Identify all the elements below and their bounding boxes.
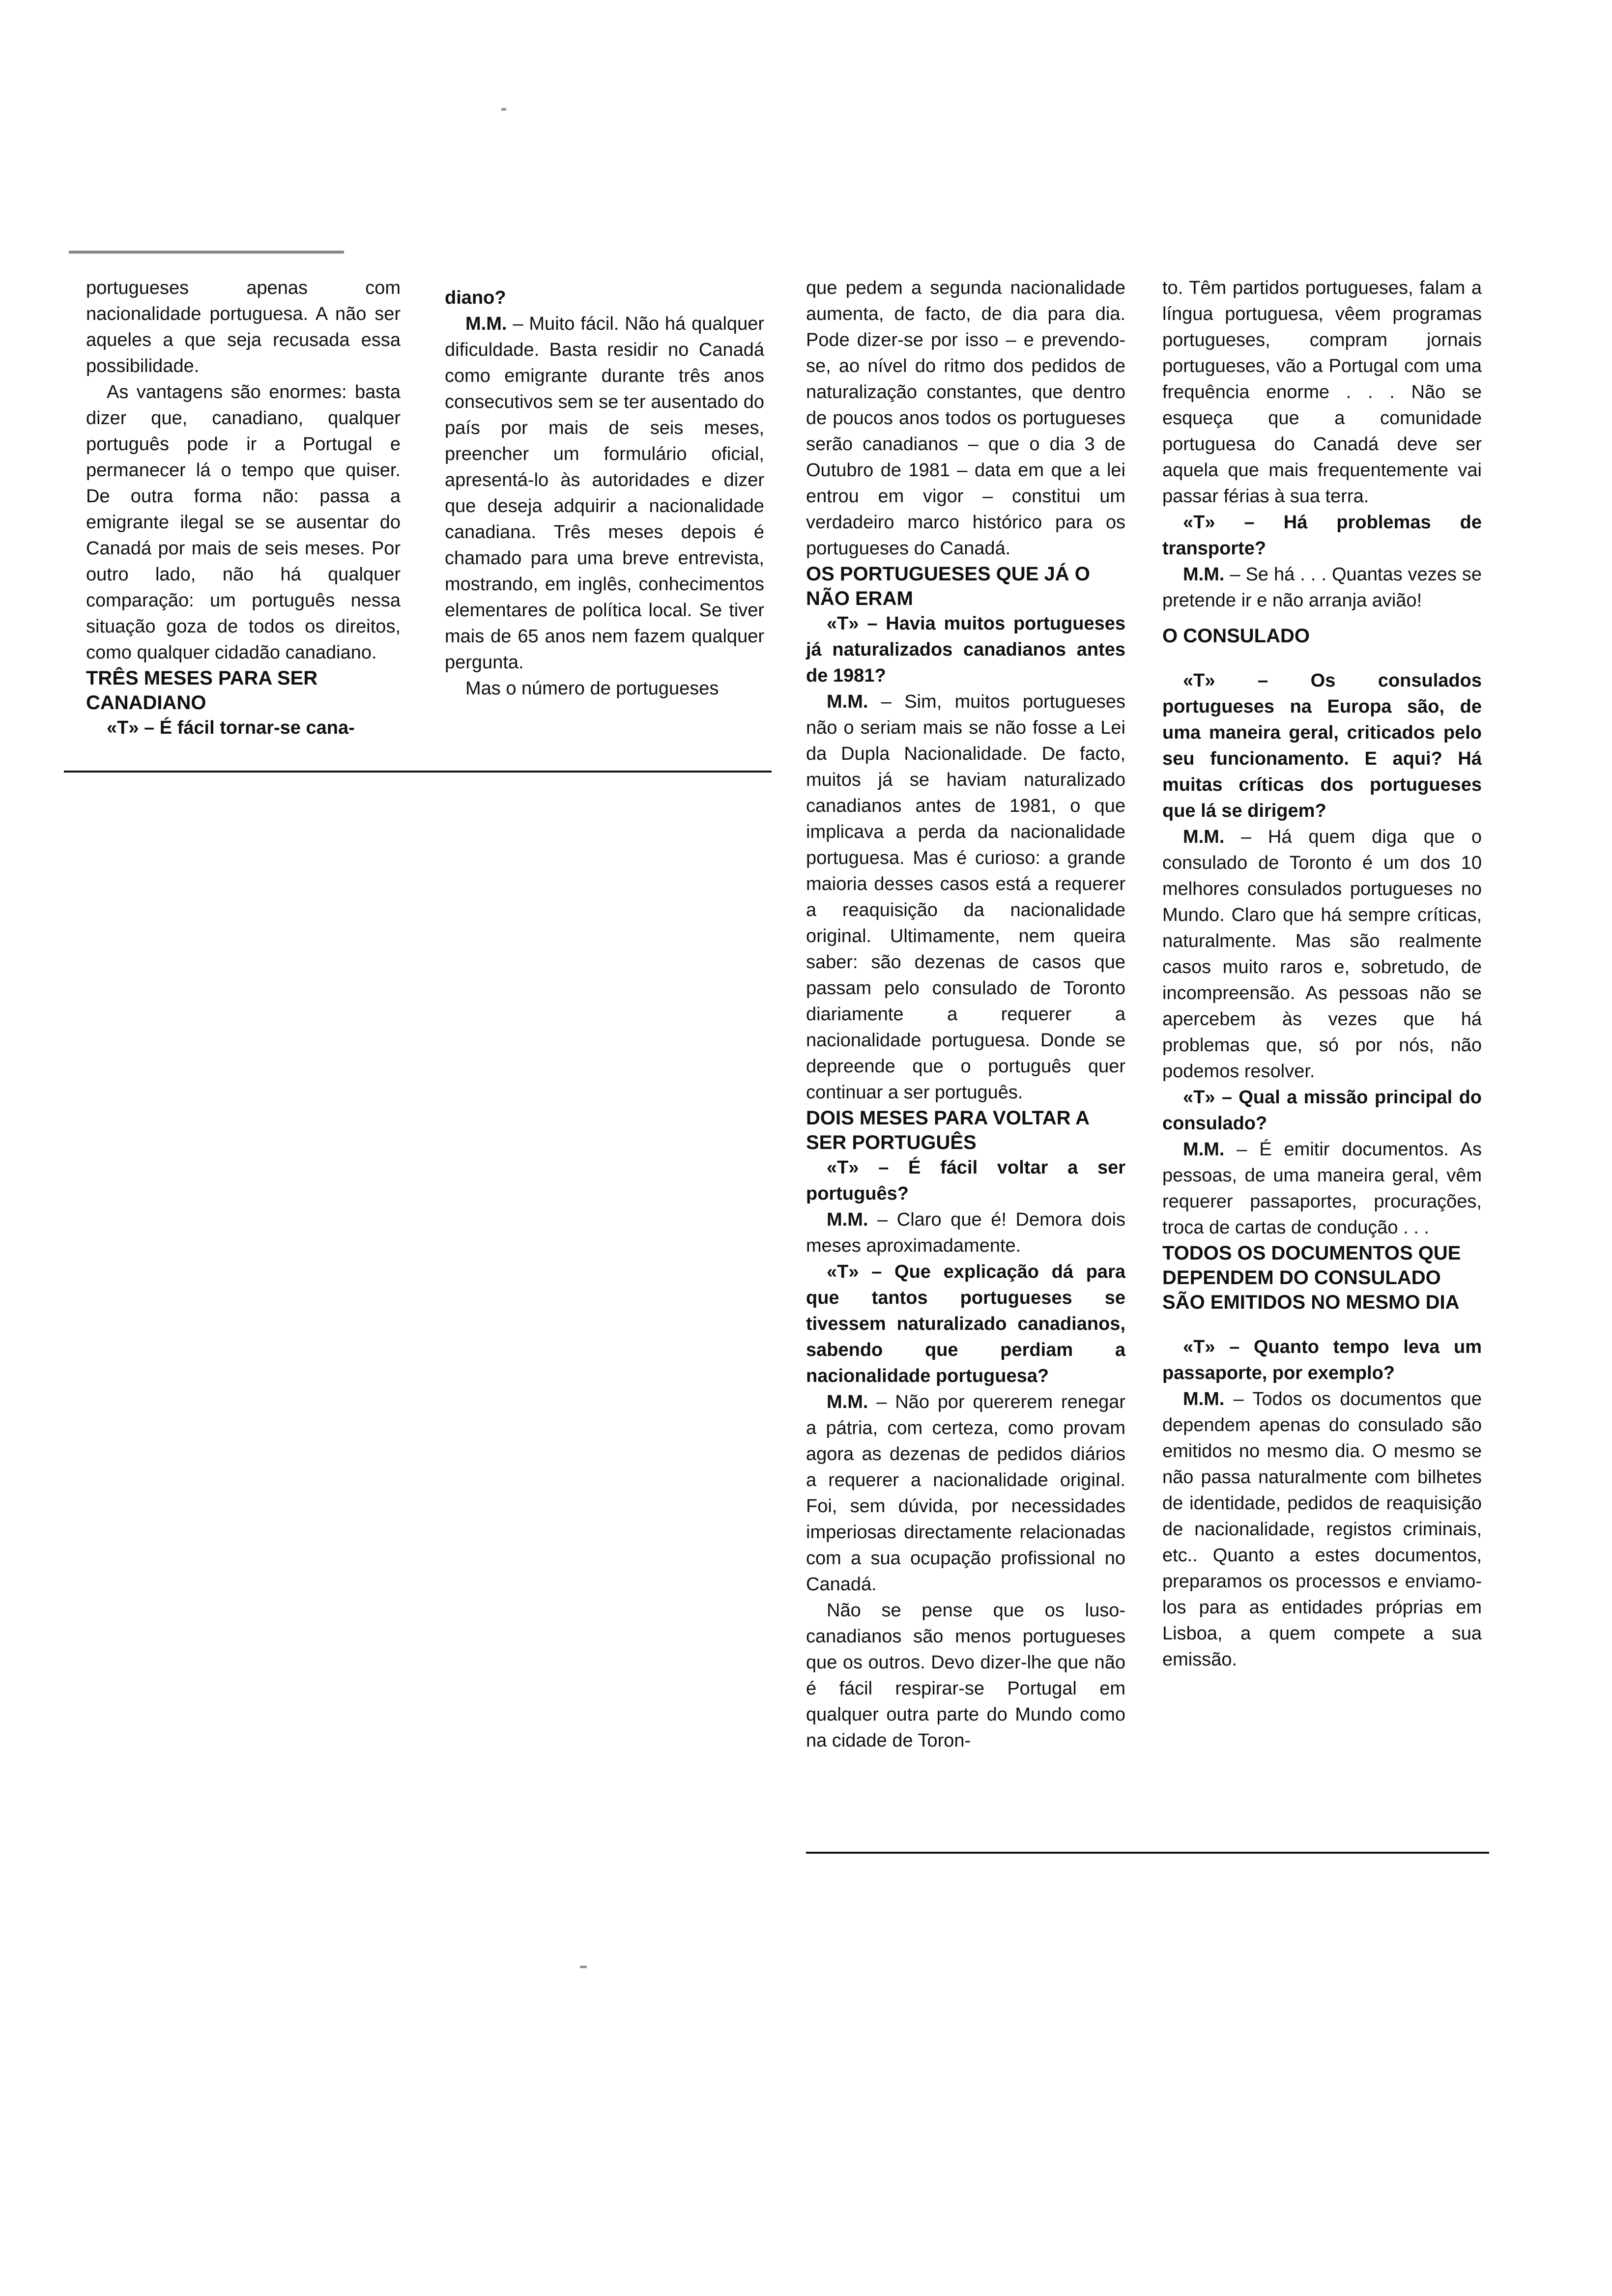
question: «T» – Quanto tempo leva um passaporte, por exemplo? bbox=[1162, 1337, 1482, 1383]
paragraph: Não se pense que os luso-canadianos são menos portugueses que os outros. Devo dizer-lhe que não é fácil respirar-se Portugal em qualquer outra parte do Mundo como na cidade de Toron- bbox=[806, 1600, 1125, 1751]
answer bbox=[806, 689, 1125, 1106]
answer bbox=[1162, 562, 1482, 614]
paragraph: que pedem a segunda nacionalidade aumenta, de facto, de dia para dia. Pode dizer-se por isso – e prevendo-se, ao nível do ritmo dos pedidos de naturalização constantes, que dentro de poucos anos todos os portugueses serão canadianos – que o dia 3 de Outubro de 1981 – data em que a lei entrou em vigor – constitui um verdadeiro marco histórico para os portugueses do Canadá. bbox=[806, 278, 1125, 559]
answer-text: – Todos os documentos que dependem apenas do consulado são emitidos no mesmo dia. O mesmo se não passa naturalmente com bilhetes de identidade, pedidos de reaquisição de nacionalidade, registos criminais, etc.. Quanto a estes documentos, preparamos os processos e enviamo-los para as entidades próprias em Lisboa, a quem compete a sua emissão. bbox=[1162, 1389, 1482, 1670]
scan-mark bbox=[580, 1966, 587, 1968]
speaker-label: M.M. bbox=[465, 314, 507, 334]
section-heading: DOIS MESES PARA VOLTAR A SER PORTUGUÊS bbox=[806, 1107, 1089, 1153]
question: «T» – Que explicação dá para que tantos portugueses se tivessem naturalizado canadianos, sabendo que perdiam a nacionalidade portuguesa? bbox=[806, 1262, 1125, 1386]
section-heading: OS PORTUGUESES QUE JÁ O NÃO ERAM bbox=[806, 563, 1090, 609]
scan-mark bbox=[69, 251, 344, 254]
column-3 bbox=[806, 275, 1125, 1754]
answer-text: – Há quem diga que o consulado de Toronto é um dos 10 melhores consulados portugueses no Mundo. Claro que há sempre críticas, naturalmente. Mas são realmente casos muito raros e, sobretudo, de incompreensão. As pessoas não se apercebem às vezes que há problemas que, só por nós, não podemos resolver. bbox=[1162, 827, 1482, 1082]
answer bbox=[806, 1389, 1125, 1598]
speaker-label: M.M. bbox=[1183, 827, 1225, 847]
section-heading: O CONSULADO bbox=[1162, 625, 1310, 647]
column-4 bbox=[1162, 275, 1482, 1673]
answer-text: – Se há . . . Quantas vezes se pretende ir e não arranja avião! bbox=[1162, 564, 1482, 611]
answer bbox=[806, 1207, 1125, 1259]
speaker-label: M.M. bbox=[1183, 1389, 1225, 1409]
scan-mark bbox=[501, 108, 506, 111]
question: «T» – Os consulados portugueses na Europa são, de uma maneira geral, criticados pelo seu funcionamento. E aqui? Há muitas críticas dos portugueses que lá se dirigem? bbox=[1162, 670, 1482, 821]
answer-text: – Muito fácil. Não há qualquer dificuldade. Basta residir no Canadá como emigrante durante três anos consecutivos sem se ter ausentado do país por mais de seis meses, preencher um formulário oficial, apresentá-lo às autoridades e dizer que deseja adquirir a nacionalidade canadiana. Três meses depois é chamado para uma breve entrevista, mostrando, em inglês, conhecimentos elementares de política local. Se tiver mais de 65 anos nem fazem qualquer pergunta. bbox=[445, 314, 764, 673]
question: «T» – Qual a missão principal do consulado? bbox=[1162, 1087, 1482, 1134]
column-divider-rule bbox=[64, 771, 772, 773]
speaker-label: M.M. bbox=[827, 1209, 868, 1230]
column-divider-rule bbox=[806, 1852, 1489, 1854]
answer bbox=[1162, 1386, 1482, 1673]
paragraph: portugueses apenas com nacionalidade portuguesa. A não ser aqueles a que seja recusada essa possibilidade. bbox=[86, 278, 401, 376]
answer bbox=[445, 311, 764, 676]
section-heading: TODOS OS DOCUMENTOS QUE DEPENDEM DO CONSULADO SÃO EMITIDOS NO MESMO DIA bbox=[1162, 1242, 1461, 1313]
column-2 bbox=[445, 285, 764, 702]
speaker-label: M.M. bbox=[827, 1392, 868, 1412]
paragraph: Mas o número de portugueses bbox=[465, 678, 719, 699]
answer-text: – Não por quererem renegar a pátria, com certeza, como provam agora as dezenas de pedidos diários a requerer a nacionalidade original. Foi, sem dúvida, por necessidades imperiosas directamente relacionadas com a sua ocupação profissional no Canadá. bbox=[806, 1392, 1125, 1595]
column-1 bbox=[86, 275, 401, 741]
answer bbox=[1162, 1137, 1482, 1241]
speaker-label: M.M. bbox=[827, 691, 868, 712]
answer-text: – Sim, muitos portugueses não o seriam mais se não fosse a Lei da Dupla Nacionalidade. De facto, muitos já se haviam naturalizado canadianos antes de 1981, o que implicava a perda da nacionalidade portuguesa. Mas é curioso: a grande maioria desses casos está a requerer a reaquisição da nacionalidade original. Ultimamente, nem queira saber: são dezenas de casos que passam pelo consulado de Toronto diariamente a requerer a nacionalidade portuguesa. Donde se depreende que o português quer continuar a ser português. bbox=[806, 691, 1125, 1103]
paragraph: As vantagens são enormes: basta dizer que, canadiano, qualquer português pode ir a Portugal e permanecer lá o tempo que quiser. De outra forma não: passa a emigrante ilegal se se ausentar do Canadá por mais de seis meses. Por outro lado, não há qualquer comparação: um português nessa situação goza de todos os direitos, como qualquer cidadão canadiano. bbox=[86, 382, 401, 663]
question: diano? bbox=[445, 287, 506, 308]
question: «T» – Havia muitos portugueses já naturalizados canadianos antes de 1981? bbox=[806, 613, 1125, 686]
question: «T» – É fácil tornar-se cana- bbox=[107, 718, 355, 738]
answer bbox=[1162, 824, 1482, 1085]
speaker-label: M.M. bbox=[1183, 1139, 1225, 1160]
question: «T» – É fácil voltar a ser português? bbox=[806, 1157, 1125, 1204]
answer-text: – Claro que é! Demora dois meses aproximadamente. bbox=[806, 1209, 1125, 1256]
section-heading: TRÊS MESES PARA SER CANADIANO bbox=[86, 667, 318, 714]
paragraph: to. Têm partidos portugueses, falam a língua portuguesa, vêem programas portugueses, compram jornais portugueses, vão a Portugal com uma frequência enorme . . . Não se esqueça que a comunidade portuguesa do Canadá deve ser aquela que mais frequentemente vai passar férias à sua terra. bbox=[1162, 278, 1482, 507]
answer-text: – É emitir documentos. As pessoas, de uma maneira geral, vêm requerer passaportes, procurações, troca de cartas de condução . . . bbox=[1162, 1139, 1482, 1238]
question: «T» – Há problemas de transporte? bbox=[1162, 512, 1482, 559]
speaker-label: M.M. bbox=[1183, 564, 1225, 585]
